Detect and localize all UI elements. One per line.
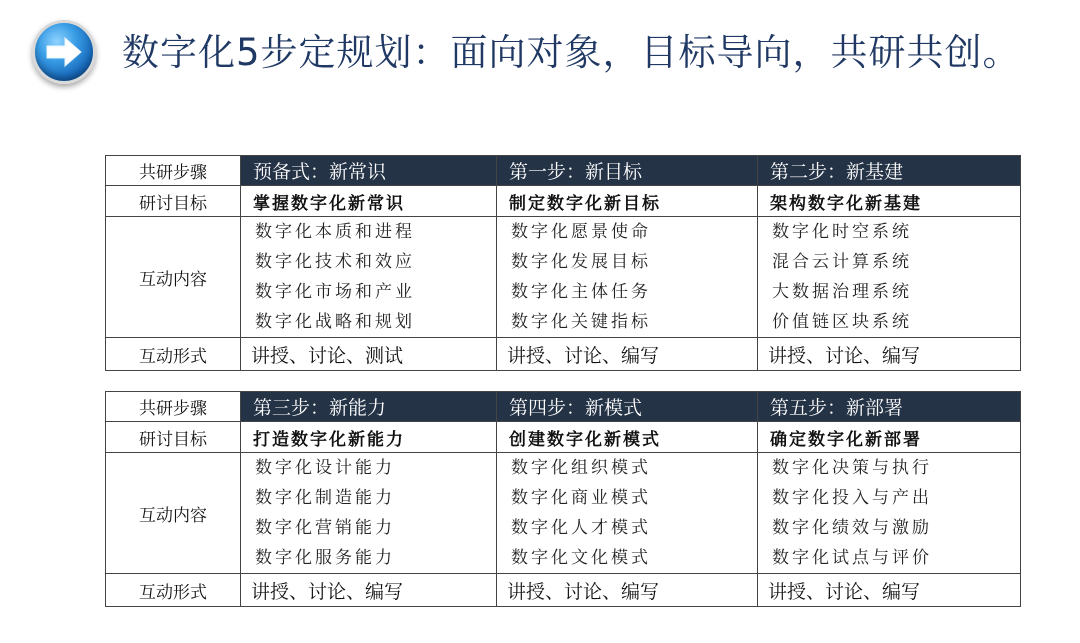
content-item: 数字化组织模式: [511, 458, 651, 478]
content-item: 价值链区块系统: [772, 312, 912, 332]
form-row: [106, 338, 1021, 371]
goal-row: [106, 186, 1021, 217]
form-cell: 讲授、讨论、编写: [758, 338, 1021, 371]
content-item: 大数据治理系统: [772, 282, 912, 302]
step-header: 第一步：新目标: [497, 156, 758, 186]
content-row: [106, 453, 1021, 574]
content-item: 数字化服务能力: [255, 548, 395, 568]
content-item: 数字化试点与评价: [772, 548, 932, 568]
row-label-steps: 共研步骤: [106, 156, 241, 186]
content-cell: [241, 453, 497, 574]
content-cell: [241, 217, 497, 338]
content-cell: [497, 453, 758, 574]
form-cell: 讲授、讨论、编写: [758, 574, 1021, 607]
content-item: 数字化决策与执行: [772, 458, 932, 478]
content-item: 数字化发展目标: [511, 252, 651, 272]
goal-cell: 确定数字化新部署: [758, 422, 1021, 453]
content-cell: [758, 453, 1021, 574]
content-item: 数字化愿景使命: [511, 222, 651, 242]
goal-cell: 架构数字化新基建: [758, 186, 1021, 217]
page-header: [0, 0, 1080, 110]
content-item: 混合云计算系统: [772, 252, 912, 272]
content-row: [106, 217, 1021, 338]
content-item: 数字化投入与产出: [772, 488, 932, 508]
row-label-content: 互动内容: [106, 453, 241, 574]
goal-cell: 制定数字化新目标: [497, 186, 758, 217]
plan-table-2: [105, 391, 1021, 607]
content-item: 数字化本质和进程: [255, 222, 415, 242]
content-cell: [758, 217, 1021, 338]
goal-row: [106, 422, 1021, 453]
right-arrow-icon: [32, 20, 96, 84]
content-item: 数字化战略和规划: [255, 312, 415, 332]
step-header: 预备式：新常识: [241, 156, 497, 186]
content-item: 数字化文化模式: [511, 548, 651, 568]
page-title: 数字化5步定规划：面向对象，目标导向，共研共创。: [122, 31, 1021, 74]
form-cell: 讲授、讨论、编写: [497, 338, 758, 371]
content-item: 数字化技术和效应: [255, 252, 415, 272]
content-item: 数字化时空系统: [772, 222, 912, 242]
row-label-form: 互动形式: [106, 338, 241, 371]
content-item: 数字化营销能力: [255, 518, 395, 538]
content-item: 数字化设计能力: [255, 458, 395, 478]
row-label-content: 互动内容: [106, 217, 241, 338]
row-label-form: 互动形式: [106, 574, 241, 607]
row-label-steps: 共研步骤: [106, 392, 241, 422]
content-item: 数字化市场和产业: [255, 282, 415, 302]
content-item: 数字化关键指标: [511, 312, 651, 332]
content-item: 数字化主体任务: [511, 282, 651, 302]
steps-row: [106, 392, 1021, 422]
form-cell: 讲授、讨论、测试: [241, 338, 497, 371]
form-cell: 讲授、讨论、编写: [241, 574, 497, 607]
content-item: 数字化商业模式: [511, 488, 651, 508]
plan-table-1: [105, 155, 1021, 371]
row-label-goal: 研讨目标: [106, 186, 241, 217]
goal-cell: 创建数字化新模式: [497, 422, 758, 453]
step-header: 第五步：新部署: [758, 392, 1021, 422]
goal-cell: 打造数字化新能力: [241, 422, 497, 453]
content-item: 数字化绩效与激励: [772, 518, 932, 538]
step-header: 第二步：新基建: [758, 156, 1021, 186]
row-label-goal: 研讨目标: [106, 422, 241, 453]
content-item: 数字化人才模式: [511, 518, 651, 538]
content-item: 数字化制造能力: [255, 488, 395, 508]
step-header: 第三步：新能力: [241, 392, 497, 422]
form-cell: 讲授、讨论、编写: [497, 574, 758, 607]
step-header: 第四步：新模式: [497, 392, 758, 422]
content-cell: [497, 217, 758, 338]
steps-row: [106, 156, 1021, 186]
goal-cell: 掌握数字化新常识: [241, 186, 497, 217]
form-row: [106, 574, 1021, 607]
